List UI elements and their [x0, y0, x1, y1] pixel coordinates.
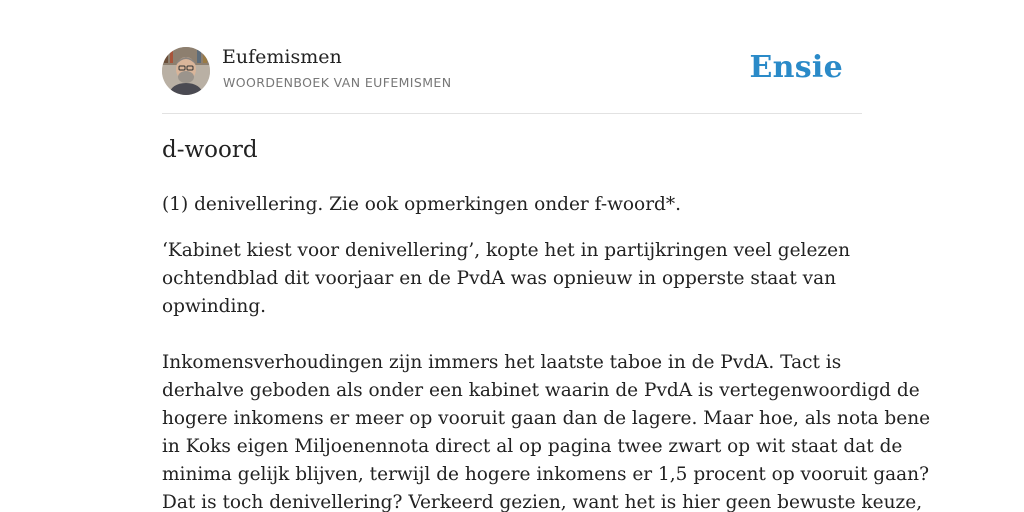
body-line: derhalve geboden als onder een kabinet waarin de PvdA is vertegenwoordigd de — [162, 380, 920, 401]
ensie-logo[interactable]: Ensie — [749, 50, 843, 85]
author-name[interactable]: Eufemismen — [222, 46, 342, 68]
body-line: ‘Kabinet kiest voor denivellering’, kopte het in partijkringen veel gelezen — [162, 240, 850, 261]
entry-body — [162, 237, 931, 512]
author-portrait-icon — [162, 47, 210, 95]
entry-title: d-woord — [162, 137, 258, 163]
body-line: in Koks eigen Miljoenennota direct al op pagina twee zwart op wit staat dat de — [162, 436, 903, 457]
body-line: opwinding. — [162, 296, 267, 317]
header — [162, 0, 862, 114]
entry-definition: (1) denivellering. Zie ook opmerkingen onder f-woord*. — [162, 194, 682, 215]
body-line: minima gelijk blijven, terwijl de hogere inkomens er 1,5 procent op vooruit gaan? — [162, 464, 929, 485]
body-line: Inkomensverhoudingen zijn immers het laatste taboe in de PvdA. Tact is — [162, 352, 842, 373]
body-line: hogere inkomens er meer op vooruit gaan dan de lagere. Maar hoe, als nota bene — [162, 408, 931, 429]
page-container — [162, 0, 931, 512]
body-line: ochtendblad dit voorjaar en de PvdA was opnieuw in opperste staat van — [162, 268, 837, 289]
body-line: Dat is toch denivellering? Verkeerd gezien, want het is hier geen bewuste keuze, — [162, 492, 923, 512]
author-avatar[interactable] — [162, 47, 210, 95]
paragraph-gap — [162, 321, 862, 349]
author-subtitle[interactable]: WOORDENBOEK VAN EUFEMISMEN — [223, 75, 452, 90]
